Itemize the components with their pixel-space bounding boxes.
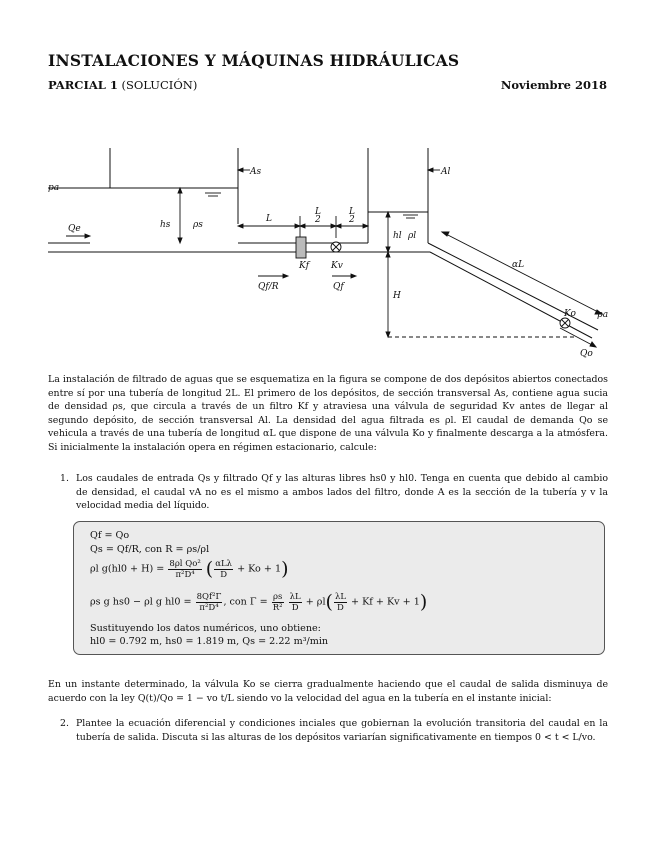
- label-rho-l: ρl: [408, 231, 417, 241]
- label-Qf: Qf: [333, 282, 344, 292]
- eq4-con: , con Γ =: [223, 596, 268, 608]
- eq3-frac: $\frac{\text{8ρl Qo²}}{\text{π²D⁴}}$: [169, 558, 201, 580]
- label-L: L: [266, 214, 272, 224]
- label-L-half-2: L: [349, 207, 355, 217]
- question-1-text: Los caudales de entrada Qs y filtrado Qf y las alturas libres hs0 y hl0. Tenga en cuenta que debido al cambio de densidad, el caudal vA no es el mismo a ambos lados del filtro, donde A es la sección de la tubería y v la velocidad media del líquido.: [76, 473, 608, 512]
- label-Ko: Ko: [564, 309, 576, 319]
- label-L-half-1: L: [315, 207, 321, 217]
- solution-box: [73, 521, 605, 655]
- label-hl: hl: [393, 231, 402, 241]
- label-Kf: Kf: [299, 261, 310, 271]
- question-2-text: Plantee la ecuación diferencial y condiciones inciales que gobiernan la evolución transitoria del caudal en la tubería de salida. Discuta si las alturas de los depósitos variarían significativamente en tiempos 0 < t < L/vo.: [76, 718, 608, 743]
- label-Qe: Qe: [68, 224, 81, 234]
- exam-subtitle: [48, 78, 197, 92]
- valve-ko-icon: [560, 318, 570, 328]
- question-2-number: 2.: [60, 718, 69, 729]
- eq4-tail: + Kf + Kv + 1: [351, 596, 420, 608]
- eq4-lhs: ρs g hs0 − ρl g hl0 =: [90, 596, 192, 608]
- eq3-lhs: ρl g(hl0 + H) =: [90, 563, 165, 575]
- solution-line-5: Sustituyendo los datos numéricos, uno obtiene:: [90, 623, 321, 634]
- label-Al: Al: [441, 167, 451, 177]
- label-pa-right: pa: [597, 310, 609, 320]
- eq3-inner-frac: $\frac{\text{αLλ}}{D}$: [215, 558, 232, 580]
- intro-paragraph: La instalación de filtrado de aguas que se esquematiza en la figura se compone de dos depósitos abiertos conectados entre sí por una tubería de longitud 2L. El primero de los depósitos, de sección transversal As, contiene agua sucia de densidad ρs, que circula a través de un filtro Kf y atraviesa una válvula de seguridad Kv antes de llegar al segundo depósito, de sección transversal Al. La densidad del agua filtrada es ρl. El caudal de demanda Qo se vehicula a través de una tubería de longitud αL que dispone de una válvula Ko y finalmente descarga a la atmósfera. Si inicialmente la instalación opera en régimen estacionario, calcule:: [48, 374, 608, 453]
- label-L-half-1-den: 2: [315, 215, 321, 225]
- exam-label: PARCIAL 1: [48, 78, 118, 92]
- label-hs: hs: [160, 220, 171, 230]
- solution-label: (SOLUCIÓN): [121, 78, 198, 92]
- eq3-tail: + Ko + 1: [237, 563, 282, 575]
- label-QfR: Qf/R: [258, 282, 279, 292]
- label-L-half-2-den: 2: [349, 215, 355, 225]
- solution-line-2: Qs = Qf/R, con R = ρs/ρl: [90, 544, 210, 555]
- question-1-number: 1.: [60, 473, 69, 484]
- solution-line-4: ρs g hs0 − ρl g hl0 = $\frac{\text{8Qf²Γ}}{\text{π²D⁴}}$ , con Γ = $\frac{\rho s}{\text{R²}}$ $\frac{\lambda L}{D}$ + ρl( $\frac{\lambda L}{D}$ + Kf + Kv + 1): [90, 591, 428, 613]
- label-alphaL: αL: [512, 260, 525, 270]
- label-H: H: [393, 291, 401, 301]
- solution-line-3: ρl g(hl0 + H) = $\frac{\text{8ρl Qo²}}{\text{π²D⁴}}$ ( $\frac{\text{αLλ}}{D}$ + Ko + 1): [90, 558, 289, 580]
- eq4-plus: + ρl: [305, 596, 326, 608]
- exam-date: Noviembre 2018: [500, 78, 607, 92]
- label-rho-s: ρs: [193, 220, 203, 230]
- valve-kv-icon: [331, 242, 341, 252]
- solution-line-1: Qf = Qo: [90, 530, 130, 541]
- middle-paragraph: En un instante determinado, la válvula Ko se cierra gradualmente haciendo que el caudal de salida disminuya de acuerdo con la ley Q(t)/Qo = 1 − vo t/L siendo vo la velocidad del agua en la tubería en el instante inicial:: [48, 679, 608, 704]
- hydraulic-diagram: [0, 140, 655, 365]
- label-As: As: [250, 167, 262, 177]
- label-Qo: Qo: [580, 349, 593, 359]
- label-pa-left: pa: [48, 183, 60, 193]
- question-1: [60, 472, 608, 513]
- document-title: INSTALACIONES Y MÁQUINAS HIDRÁULICAS: [48, 51, 460, 70]
- solution-line-6: hl0 = 0.792 m, hs0 = 1.819 m, Qs = 2.22 m³/min: [90, 636, 329, 647]
- question-2: [60, 717, 608, 744]
- label-Kv: Kv: [331, 261, 343, 271]
- filter-kf: [296, 237, 306, 258]
